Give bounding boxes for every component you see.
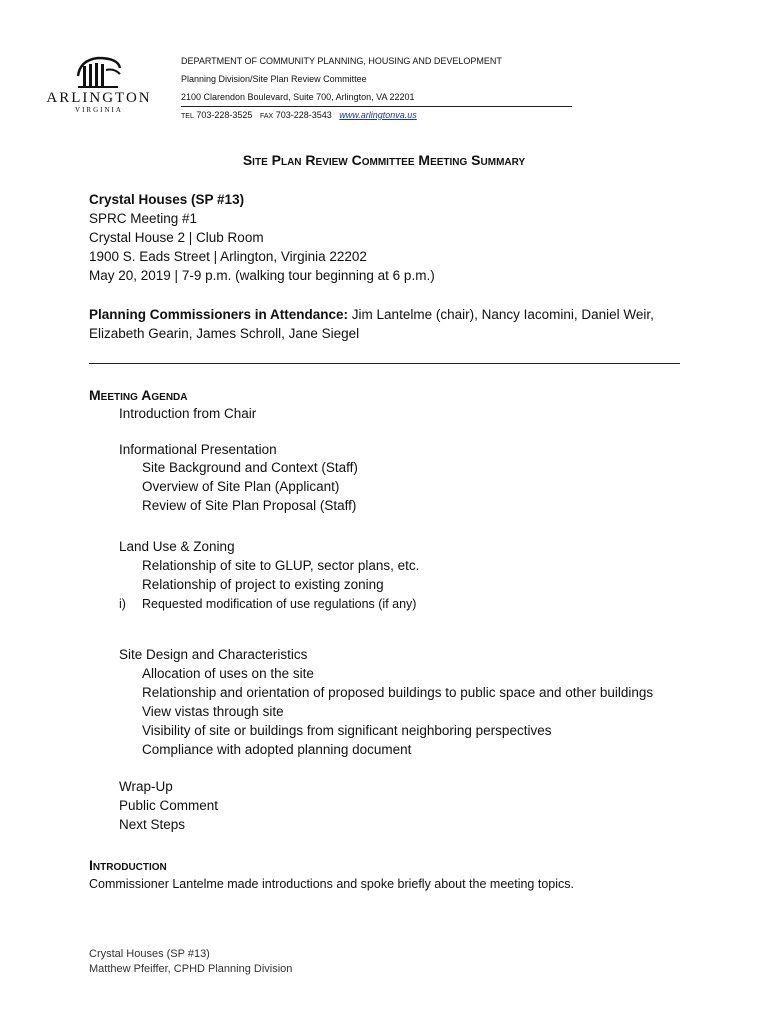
agenda-land-use-item: Relationship of project to existing zoning (142, 577, 384, 592)
attendance-names-2: Elizabeth Gearin, James Schroll, Jane Siegel (89, 326, 360, 341)
website-link[interactable]: www.arlingtonva.us (339, 110, 417, 120)
agenda-site-design: Site Design and Characteristics (119, 647, 308, 662)
meeting-number: SPRC Meeting #1 (89, 211, 198, 226)
agenda-land-use-sub: Requested modification of use regulations (if any) (142, 597, 417, 611)
agenda-site-design-item: Relationship and orientation of proposed buildings to public space and other buildings (142, 685, 654, 700)
contact-line (181, 110, 417, 122)
page-title: Site Plan Review Committee Meeting Summary (242, 152, 526, 168)
agenda-land-use-item: Relationship of site to GLUP, sector plans, etc. (142, 558, 420, 573)
footer-project: Crystal Houses (SP #13) (89, 948, 210, 960)
footer-author: Matthew Pfeiffer, CPHD Planning Division (89, 963, 293, 975)
agenda-site-design-item: View vistas through site (142, 704, 284, 719)
agenda-info-item: Site Background and Context (Staff) (142, 460, 358, 475)
project-name: Crystal Houses (SP #13) (89, 192, 245, 207)
tel-label: TEL (181, 113, 194, 120)
section-divider (89, 363, 680, 364)
letterhead-divider (181, 106, 572, 107)
arlington-house-icon (74, 56, 124, 90)
agenda-site-design-item: Allocation of uses on the site (142, 666, 314, 681)
fax-label: FAX (259, 113, 274, 120)
attendance-label: Planning Commissioners in Attendance: (89, 307, 349, 322)
attendance-names-1: Jim Lantelme (chair), Nancy Iacomini, Daniel Weir, (348, 307, 654, 322)
division-name: Planning Division/Site Plan Review Committee (181, 74, 367, 84)
meeting-location: Crystal House 2 | Club Room (89, 230, 264, 245)
agenda-heading: Meeting Agenda (89, 387, 188, 403)
agenda-intro: Introduction from Chair (119, 406, 257, 421)
agenda-site-design-item: Compliance with adopted planning document (142, 742, 412, 757)
agenda-land-use-marker: i) (119, 597, 126, 611)
office-address: 2100 Clarendon Boulevard, Suite 700, Arlington, VA 22201 (181, 92, 415, 102)
agenda-info-presentation: Informational Presentation (119, 442, 277, 457)
attendance-line-1 (89, 306, 654, 324)
agenda-info-item: Review of Site Plan Proposal (Staff) (142, 498, 357, 513)
agenda-wrap-up: Wrap-Up (119, 779, 173, 794)
department-name: DEPARTMENT OF COMMUNITY PLANNING, HOUSING AND DEVELOPMENT (181, 56, 502, 66)
logo-state: VIRGINIA (75, 106, 123, 114)
agenda-site-design-item: Visibility of site or buildings from significant neighboring perspectives (142, 723, 552, 738)
introduction-text: Commissioner Lantelme made introductions and spoke briefly about the meeting topics. (89, 877, 574, 891)
tel-number: 703-228-3525 (196, 110, 253, 120)
arlington-logo (36, 56, 162, 120)
agenda-land-use: Land Use & Zoning (119, 539, 235, 554)
logo-city: ARLINGTON (46, 90, 152, 106)
introduction-heading: Introduction (89, 857, 167, 873)
fax-number: 703-228-3543 (275, 110, 332, 120)
agenda-next-steps: Next Steps (119, 817, 186, 832)
agenda-public-comment: Public Comment (119, 798, 219, 813)
meeting-date: May 20, 2019 | 7-9 p.m. (walking tour beginning at 6 p.m.) (89, 268, 435, 283)
meeting-address: 1900 S. Eads Street | Arlington, Virginia 22202 (89, 249, 367, 264)
agenda-info-item: Overview of Site Plan (Applicant) (142, 479, 340, 494)
